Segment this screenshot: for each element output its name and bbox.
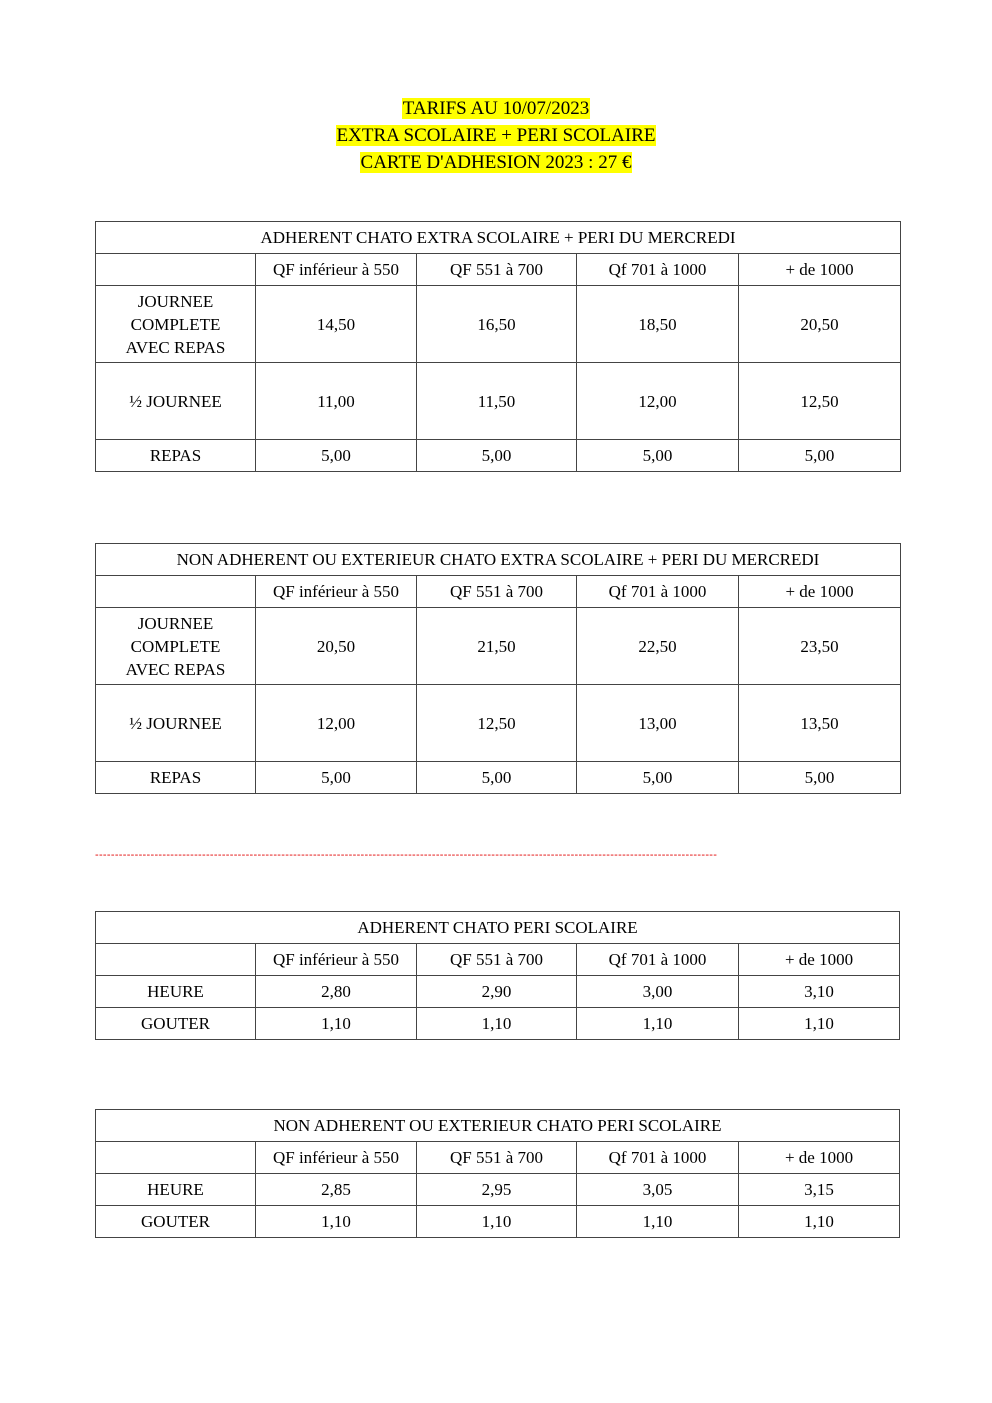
table-non-adherent-extra-scolaire xyxy=(95,543,901,794)
column-header: QF 551 à 700 xyxy=(417,944,577,976)
price-cell: 11,00 xyxy=(256,363,417,440)
price-cell: 1,10 xyxy=(417,1008,577,1040)
price-cell: 5,00 xyxy=(577,762,739,794)
price-cell: 2,90 xyxy=(417,976,577,1008)
column-header: QF inférieur à 550 xyxy=(256,576,417,608)
price-cell: 3,00 xyxy=(577,976,739,1008)
price-cell: 2,95 xyxy=(417,1174,577,1206)
table-row xyxy=(96,286,901,363)
table-row xyxy=(96,440,901,472)
price-cell: 23,50 xyxy=(739,608,901,685)
row-label: REPAS xyxy=(96,762,256,794)
price-cell: 1,10 xyxy=(577,1008,739,1040)
price-cell: 1,10 xyxy=(256,1008,417,1040)
table-row xyxy=(96,1174,900,1206)
row-label: ½ JOURNEE xyxy=(96,685,256,762)
column-header: + de 1000 xyxy=(739,254,901,286)
price-cell: 5,00 xyxy=(417,762,577,794)
row-label: JOURNEE COMPLETE AVEC REPAS xyxy=(96,286,256,363)
price-cell: 3,05 xyxy=(577,1174,739,1206)
column-header-row xyxy=(96,576,901,608)
price-cell: 5,00 xyxy=(417,440,577,472)
price-cell: 14,50 xyxy=(256,286,417,363)
column-header: QF inférieur à 550 xyxy=(256,944,417,976)
price-cell: 13,50 xyxy=(739,685,901,762)
price-cell: 1,10 xyxy=(577,1206,739,1238)
table-adherent-extra-scolaire xyxy=(95,221,901,472)
empty-header-cell xyxy=(96,254,256,286)
price-cell: 2,85 xyxy=(256,1174,417,1206)
empty-header-cell xyxy=(96,944,256,976)
column-header-row xyxy=(96,944,900,976)
price-cell: 5,00 xyxy=(256,762,417,794)
table-title: NON ADHERENT OU EXTERIEUR CHATO PERI SCOLAIRE xyxy=(96,1110,900,1142)
price-cell: 12,00 xyxy=(577,363,739,440)
price-cell: 5,00 xyxy=(256,440,417,472)
price-cell: 22,50 xyxy=(577,608,739,685)
row-label: REPAS xyxy=(96,440,256,472)
column-header: + de 1000 xyxy=(739,576,901,608)
column-header: Qf 701 à 1000 xyxy=(577,254,739,286)
price-cell: 5,00 xyxy=(577,440,739,472)
row-label: HEURE xyxy=(96,1174,256,1206)
table-title: NON ADHERENT OU EXTERIEUR CHATO EXTRA SCOLAIRE + PERI DU MERCREDI xyxy=(96,544,901,576)
price-cell: 2,80 xyxy=(256,976,417,1008)
table-row xyxy=(96,363,901,440)
price-cell: 16,50 xyxy=(417,286,577,363)
price-cell: 20,50 xyxy=(739,286,901,363)
column-header-row xyxy=(96,254,901,286)
row-label: ½ JOURNEE xyxy=(96,363,256,440)
table-title: ADHERENT CHATO PERI SCOLAIRE xyxy=(96,912,900,944)
table-adherent-peri-scolaire xyxy=(95,911,900,1040)
price-cell: 1,10 xyxy=(417,1206,577,1238)
price-cell: 5,00 xyxy=(739,762,901,794)
price-cell: 20,50 xyxy=(256,608,417,685)
table-non-adherent-peri-scolaire xyxy=(95,1109,900,1238)
empty-header-cell xyxy=(96,1142,256,1174)
header-line-membership: CARTE D'ADHESION 2023 : 27 € xyxy=(360,152,632,173)
price-cell: 3,15 xyxy=(739,1174,900,1206)
table-row xyxy=(96,685,901,762)
table-row xyxy=(96,976,900,1008)
column-header: QF inférieur à 550 xyxy=(256,1142,417,1174)
row-label: GOUTER xyxy=(96,1008,256,1040)
column-header-row xyxy=(96,1142,900,1174)
column-header: Qf 701 à 1000 xyxy=(577,944,739,976)
row-label: GOUTER xyxy=(96,1206,256,1238)
row-label: HEURE xyxy=(96,976,256,1008)
table-title: ADHERENT CHATO EXTRA SCOLAIRE + PERI DU MERCREDI xyxy=(96,222,901,254)
price-cell: 11,50 xyxy=(417,363,577,440)
price-cell: 3,10 xyxy=(739,976,900,1008)
table-row xyxy=(96,1206,900,1238)
empty-header-cell xyxy=(96,576,256,608)
row-label: JOURNEE COMPLETE AVEC REPAS xyxy=(96,608,256,685)
table-row xyxy=(96,762,901,794)
column-header: + de 1000 xyxy=(739,944,900,976)
price-cell: 12,00 xyxy=(256,685,417,762)
price-cell: 1,10 xyxy=(739,1008,900,1040)
document-header xyxy=(0,95,992,176)
price-cell: 1,10 xyxy=(739,1206,900,1238)
header-line-scope: EXTRA SCOLAIRE + PERI SCOLAIRE xyxy=(336,125,656,146)
price-cell: 5,00 xyxy=(739,440,901,472)
column-header: QF 551 à 700 xyxy=(417,576,577,608)
header-line-date: TARIFS AU 10/07/2023 xyxy=(402,98,590,119)
column-header: QF 551 à 700 xyxy=(417,1142,577,1174)
column-header: QF inférieur à 550 xyxy=(256,254,417,286)
price-cell: 18,50 xyxy=(577,286,739,363)
column-header: + de 1000 xyxy=(739,1142,900,1174)
table-row xyxy=(96,608,901,685)
price-cell: 12,50 xyxy=(739,363,901,440)
column-header: Qf 701 à 1000 xyxy=(577,1142,739,1174)
column-header: QF 551 à 700 xyxy=(417,254,577,286)
price-cell: 21,50 xyxy=(417,608,577,685)
table-row xyxy=(96,1008,900,1040)
column-header: Qf 701 à 1000 xyxy=(577,576,739,608)
dashed-separator: ------------------------------------------------------------------------------------------------------------------------------------------------------------- xyxy=(95,849,718,861)
price-cell: 12,50 xyxy=(417,685,577,762)
price-cell: 13,00 xyxy=(577,685,739,762)
price-cell: 1,10 xyxy=(256,1206,417,1238)
